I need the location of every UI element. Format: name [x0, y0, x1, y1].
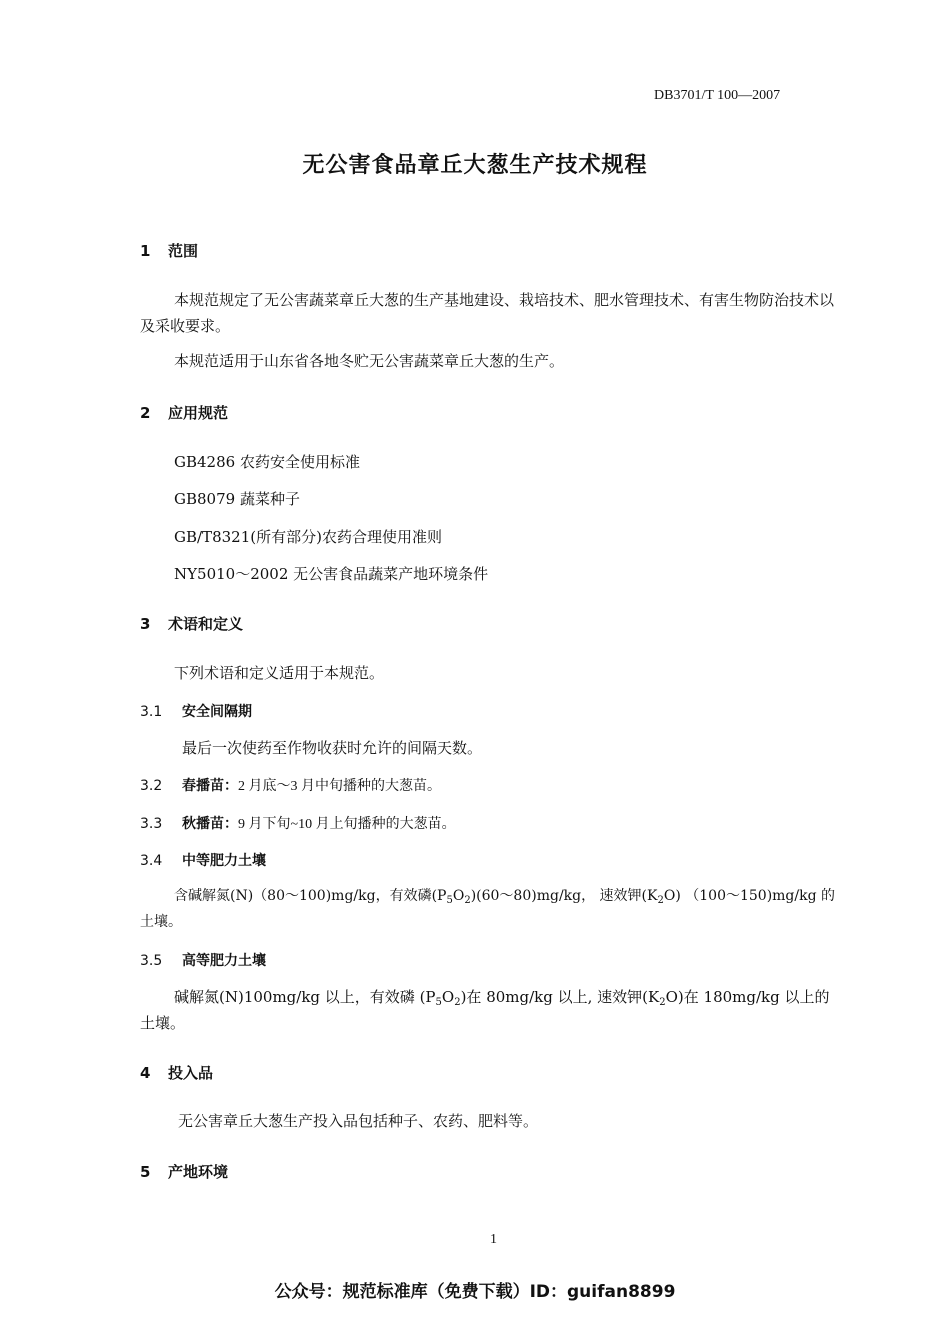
term-name: 高等肥力土壤 — [182, 953, 266, 969]
definition-text: O — [452, 888, 465, 904]
section-number: 5 — [140, 1163, 151, 1181]
subsection-number: 3.2 — [140, 778, 163, 794]
definition-text: O — [441, 988, 455, 1006]
section-number: 4 — [140, 1064, 151, 1082]
definition-text: )在 80mg/kg 以上, 速效钾(K — [460, 988, 660, 1006]
subscript: 2 — [454, 997, 461, 1008]
term-name: 安全间隔期 — [182, 704, 252, 720]
term-definition: 2 月底～3 月中旬播种的大葱苗。 — [238, 779, 441, 794]
footer-watermark-text: 公众号：规范标准库（免费下载）ID：guifan8899 — [274, 1282, 676, 1302]
subscript: 5 — [435, 997, 442, 1008]
section-heading-2 — [140, 402, 228, 423]
section-title: 术语和定义 — [168, 615, 244, 633]
section-heading-5 — [140, 1161, 228, 1182]
section-heading-4 — [140, 1062, 213, 1083]
subsection-heading-3-3 — [140, 813, 456, 833]
section-number: 3 — [140, 615, 151, 633]
section-title: 范围 — [168, 242, 199, 260]
subsection-number: 3.4 — [140, 853, 163, 869]
term-name: 秋播苗： — [182, 816, 238, 832]
subscript: 2 — [464, 895, 471, 906]
term-definition: 最后一次使药至作物收获时允许的间隔天数。 — [182, 739, 483, 757]
terms-intro: 下列术语和定义适用于本规范。 — [174, 664, 385, 682]
reference-item: GB4286 农药安全使用标准 — [174, 453, 360, 471]
subsection-number: 3.5 — [140, 953, 163, 969]
subsection-heading-3-1 — [140, 701, 252, 721]
subsection-heading-3-2 — [140, 775, 441, 795]
section-title: 产地环境 — [168, 1163, 229, 1181]
term-definition-3-4 — [140, 883, 844, 935]
subscript: 2 — [659, 997, 666, 1008]
term-name: 中等肥力土壤 — [182, 853, 266, 869]
reference-item: GB/T8321(所有部分)农药合理使用准则 — [174, 528, 442, 546]
section-title: 投入品 — [168, 1064, 214, 1082]
term-definition-3-5 — [140, 984, 844, 1036]
reference-item: GB8079 蔬菜种子 — [174, 490, 300, 508]
definition-text: 含碱解氮(N)（80～100)mg/kg，有效磷(P — [174, 888, 447, 904]
section-number: 1 — [140, 242, 151, 260]
section-number: 2 — [140, 404, 151, 422]
page-number: 1 — [490, 1232, 497, 1247]
definition-text: O) （100～150)mg/kg 的土壤。 — [140, 888, 836, 930]
subscript: 2 — [657, 895, 664, 906]
term-name: 春播苗： — [182, 778, 238, 794]
document-code: DB3701/T 100—2007 — [654, 88, 781, 103]
section-title: 应用规范 — [168, 404, 229, 422]
paragraph-scope-2: 本规范适用于山东省各地冬贮无公害蔬菜章丘大葱的生产。 — [174, 352, 565, 370]
paragraph-scope-1: 本规范规定了无公害蔬菜章丘大葱的生产基地建设、栽培技术、肥水管理技术、有害生物防治技术以及采收要求。 — [140, 291, 835, 335]
definition-text: O)在 180mg/kg 以上的土壤。 — [140, 988, 830, 1032]
subsection-heading-3-4 — [140, 850, 266, 870]
definition-text: 碱解氮(N)100mg/kg 以上，有效磷 (P — [174, 988, 436, 1006]
subscript: 5 — [446, 895, 453, 906]
inputs-paragraph: 无公害章丘大葱生产投入品包括种子、农药、肥料等。 — [178, 1112, 539, 1130]
document-title: 无公害食品章丘大葱生产技术规程 — [302, 153, 648, 178]
term-definition: 9 月下旬~10 月上旬播种的大葱苗。 — [238, 817, 456, 832]
subsection-number: 3.1 — [140, 704, 163, 720]
section-heading-3 — [140, 613, 243, 634]
section-heading-1 — [140, 240, 198, 261]
definition-text: )(60～80)mg/kg， 速效钾(K — [470, 888, 658, 904]
subsection-number: 3.3 — [140, 816, 163, 832]
reference-item: NY5010～2002 无公害食品蔬菜产地环境条件 — [174, 565, 489, 583]
subsection-heading-3-5 — [140, 950, 266, 970]
